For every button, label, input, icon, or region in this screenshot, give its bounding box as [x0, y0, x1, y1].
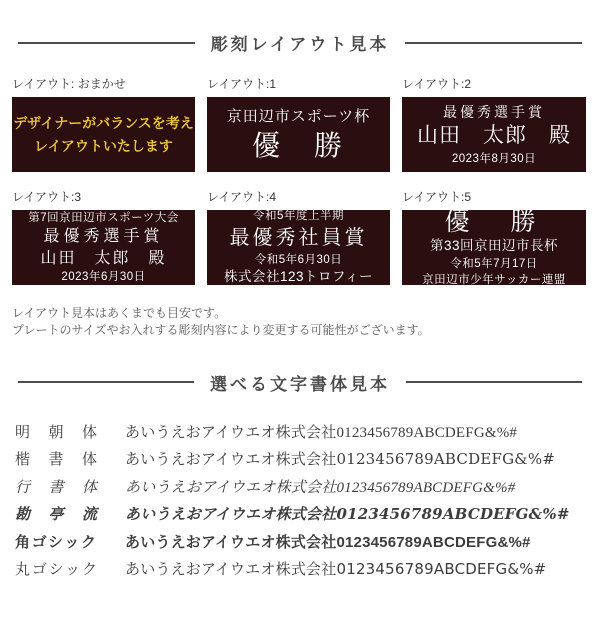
- plate-line: 令和5年6月30日: [254, 253, 343, 266]
- plate-line: 京田辺市少年サッカー連盟: [422, 273, 566, 286]
- plate-line: 最優秀社員賞: [229, 226, 368, 249]
- font-row-marugothic: [15, 558, 585, 586]
- plate-line: 第33回京田辺市長杯: [429, 237, 559, 253]
- engraving-samples-title: [18, 30, 582, 55]
- layout-label: レイアウト:3: [12, 190, 82, 204]
- layout-sample-omakase: [12, 75, 195, 172]
- layout-label: レイアウト:4: [207, 190, 277, 204]
- font-row-kanteiryu: [15, 503, 585, 531]
- font-name: 角ゴシック: [15, 533, 97, 551]
- layout-disclaimer: [12, 305, 588, 340]
- font-samples-title: [18, 370, 582, 395]
- layout-sample-4: [207, 188, 390, 285]
- engraving-plate: [402, 97, 586, 172]
- plate-line: 株式会社123トロフィー: [224, 268, 373, 284]
- plate-line: 2023年8月30日: [451, 152, 537, 165]
- font-sample-text: あいうえおアイウエオ株式会社0123456789ABCDEFG&%#: [125, 533, 531, 551]
- font-name: 丸ゴシック: [15, 560, 97, 579]
- font-row-gyosho: [15, 476, 585, 504]
- plate-line: 山田 太郎 殿: [417, 124, 571, 148]
- layout-sample-5: [402, 188, 586, 285]
- engraving-plate: [207, 97, 390, 172]
- divider-line-right: [405, 42, 582, 44]
- section-title-text: 選べる文字書体見本: [210, 374, 390, 394]
- layout-sample-1: [207, 75, 390, 172]
- plate-line: 第7回京田辺市スポーツ大会: [28, 211, 179, 224]
- font-name: 楷書体: [15, 450, 97, 469]
- divider-line-left: [18, 42, 195, 44]
- plate-line: 最優秀選手賞: [443, 104, 545, 121]
- layout-samples-grid: [12, 75, 588, 285]
- plate-line: 最優秀選手賞: [43, 227, 164, 245]
- font-name: 明朝体: [15, 424, 97, 441]
- plate-line: 優 勝: [251, 130, 345, 162]
- engraving-plate: [12, 97, 195, 172]
- font-sample-text: あいうえおアイウエオ株式会社0123456789ABCDEFG&%#: [125, 424, 518, 441]
- plate-line: 京田辺市スポーツ杯: [226, 107, 371, 125]
- font-sample-text: あいうえおアイウエオ株式会社0123456789ABCDEFG&%#: [125, 505, 570, 524]
- section-title-text: 彫刻レイアウト見本: [210, 35, 390, 54]
- plate-line: 令和5年度上半期: [253, 210, 344, 223]
- plate-line: デザイナーがバランスを考え: [13, 115, 194, 132]
- font-name: 行書体: [15, 479, 97, 496]
- divider-line-right: [406, 381, 582, 383]
- divider-line-left: [18, 381, 194, 383]
- font-sample-text: あいうえおアイウエオ株式会社0123456789ABCDEFG&%#: [125, 479, 516, 496]
- font-sample-list: [15, 421, 585, 586]
- layout-label: レイアウト:2: [402, 77, 472, 91]
- engraving-plate: [207, 210, 390, 285]
- disclaimer-line: レイアウト見本はあくまでも目安です。: [12, 306, 227, 320]
- plate-line: 優 勝: [444, 207, 544, 236]
- disclaimer-line: プレートのサイズやお入れする彫刻内容により変更する可能性がございます。: [12, 323, 430, 338]
- engraving-plate: [12, 210, 195, 285]
- layout-label: レイアウト: おまかせ: [12, 77, 126, 91]
- font-row-kaisho: [15, 448, 585, 476]
- engraving-plate: [402, 207, 586, 286]
- font-sample-text: あいうえおアイウエオ株式会社0123456789ABCDEFG&%#: [125, 450, 556, 469]
- font-name: 勘亭流: [15, 505, 97, 524]
- layout-sample-2: [402, 75, 586, 172]
- layout-label: レイアウト:5: [402, 190, 472, 204]
- plate-line: 令和5年7月17日: [450, 257, 538, 270]
- font-sample-text: あいうえおアイウエオ株式会社0123456789ABCDEFG&%#: [125, 560, 547, 579]
- font-row-kakugothic: [15, 531, 585, 559]
- plate-line: レイアウトいたします: [34, 137, 173, 154]
- plate-line: 2023年6月30日: [61, 271, 146, 284]
- plate-line: 山田 太郎 殿: [40, 249, 167, 267]
- font-row-mincho: [15, 421, 585, 449]
- layout-sample-3: [12, 188, 195, 285]
- layout-label: レイアウト:1: [207, 77, 277, 91]
